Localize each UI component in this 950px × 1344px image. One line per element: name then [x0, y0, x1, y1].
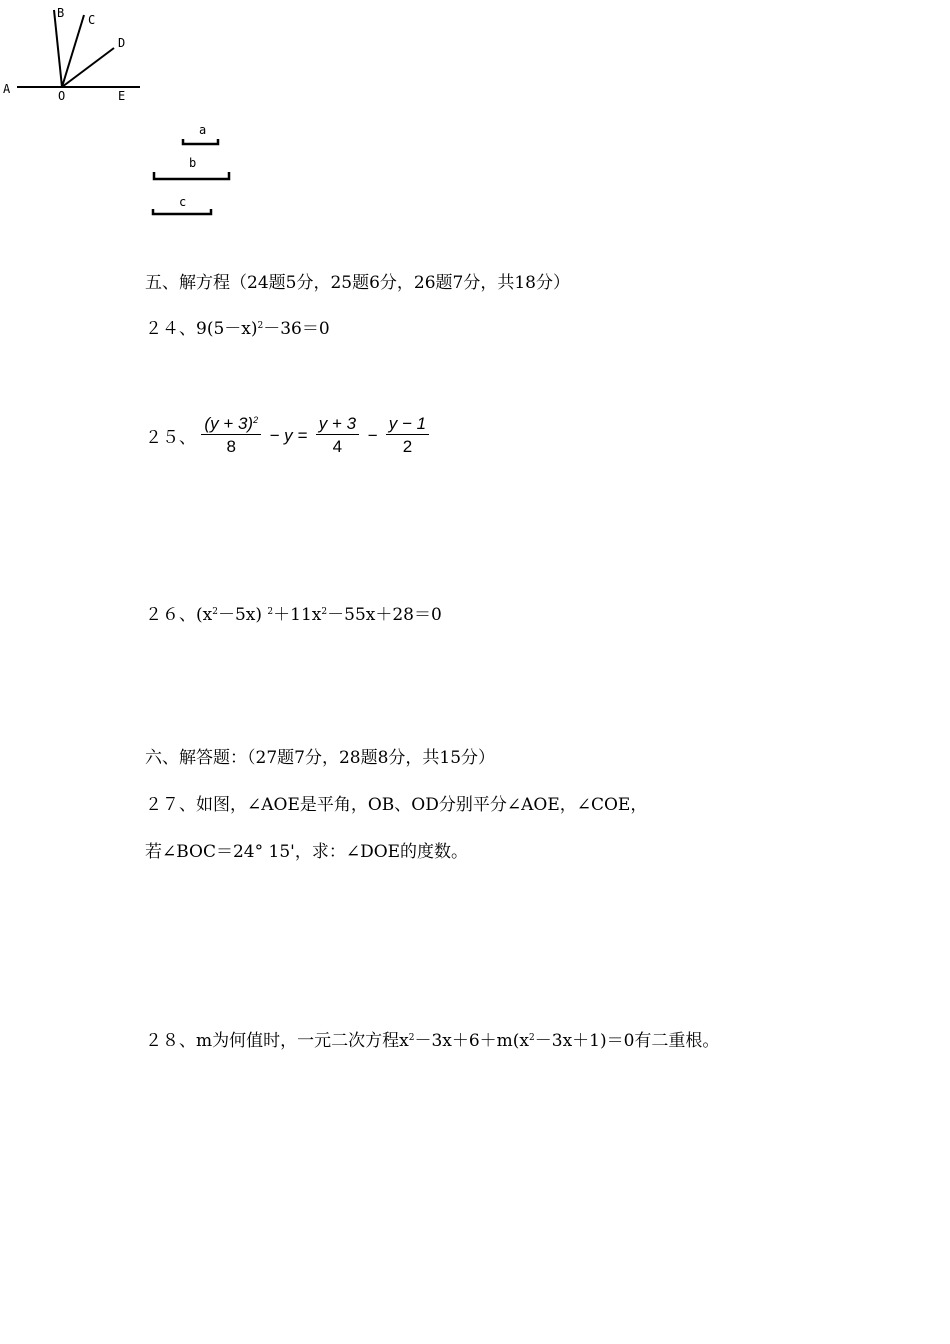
- label-seg-a: a: [199, 123, 207, 137]
- question-27-line-2: 若∠BOC＝24° 15'，求：∠DOE的度数。: [145, 842, 469, 862]
- ray-od: [62, 48, 114, 87]
- q25-f3-den: 2: [402, 437, 413, 456]
- q25-f1-exp: 2: [253, 415, 259, 425]
- section-6-heading: 六、解答题：（27题7分，28题8分，共15分）: [145, 748, 496, 768]
- label-b: B: [57, 6, 65, 20]
- segment-b: [154, 172, 229, 179]
- q24-exp: 2: [257, 321, 264, 331]
- q28-tail: －3x＋1)＝0有二重根。: [534, 1031, 720, 1051]
- ray-oc: [62, 15, 84, 87]
- q25-minus: −: [367, 425, 378, 445]
- question-24: [145, 314, 330, 339]
- label-c: C: [88, 13, 96, 27]
- q26-part1: (x: [196, 605, 213, 625]
- q28-exp2: 2: [529, 1033, 535, 1043]
- q25-fraction-2: [316, 414, 359, 457]
- ray-ob: [54, 10, 62, 87]
- q26-prefix: ２６、: [145, 605, 196, 625]
- q26-part4: －55x＋28＝0: [327, 605, 442, 625]
- q25-f1-num: (y + 3): [204, 414, 254, 433]
- segment-c: [153, 209, 211, 214]
- q25-f2-num: y + 3: [316, 414, 359, 435]
- q25-minus-y: − y =: [269, 425, 308, 445]
- q26-part3: ＋11x: [273, 605, 322, 625]
- segment-a: [183, 139, 218, 144]
- q24-tail: －36＝0: [263, 319, 330, 339]
- label-d: D: [118, 36, 126, 50]
- q25-f2-den: 4: [332, 437, 343, 456]
- label-e: E: [118, 89, 126, 103]
- q28-mid: －3x＋6＋m(x: [414, 1031, 530, 1051]
- segment-figure: [140, 130, 250, 230]
- q24-prefix: ２４、: [145, 319, 196, 339]
- q28-prefix: ２８、m为何值时，一元二次方程x: [145, 1031, 409, 1051]
- question-28: [145, 1026, 719, 1051]
- question-26: [145, 600, 442, 625]
- q25-fraction-1: [201, 414, 261, 457]
- label-o: O: [58, 89, 66, 103]
- q26-exp3: 2: [321, 607, 328, 617]
- label-seg-c: c: [179, 195, 187, 209]
- question-27-line-1: ２７、如图，∠AOE是平角，OB、OD分别平分∠AOE，∠COE，: [145, 795, 648, 815]
- q26-exp1: 2: [212, 607, 218, 617]
- q26-exp2: 2: [267, 607, 274, 617]
- question-25: [145, 414, 429, 457]
- q26-part2: －5x): [217, 605, 268, 625]
- q25-f1-den: 8: [226, 437, 236, 456]
- q28-exp1: 2: [408, 1033, 415, 1043]
- q25-fraction-3: [386, 414, 429, 457]
- angle-figure: [0, 0, 150, 110]
- section-5-heading: 五、解方程（24题5分，25题6分，26题7分，共18分）: [145, 273, 570, 293]
- q25-f3-num: y − 1: [386, 414, 429, 435]
- q24-expr: 9(5－x): [196, 319, 258, 339]
- q25-prefix: ２５、: [145, 428, 196, 448]
- label-a: A: [3, 82, 11, 96]
- label-seg-b: b: [189, 156, 197, 170]
